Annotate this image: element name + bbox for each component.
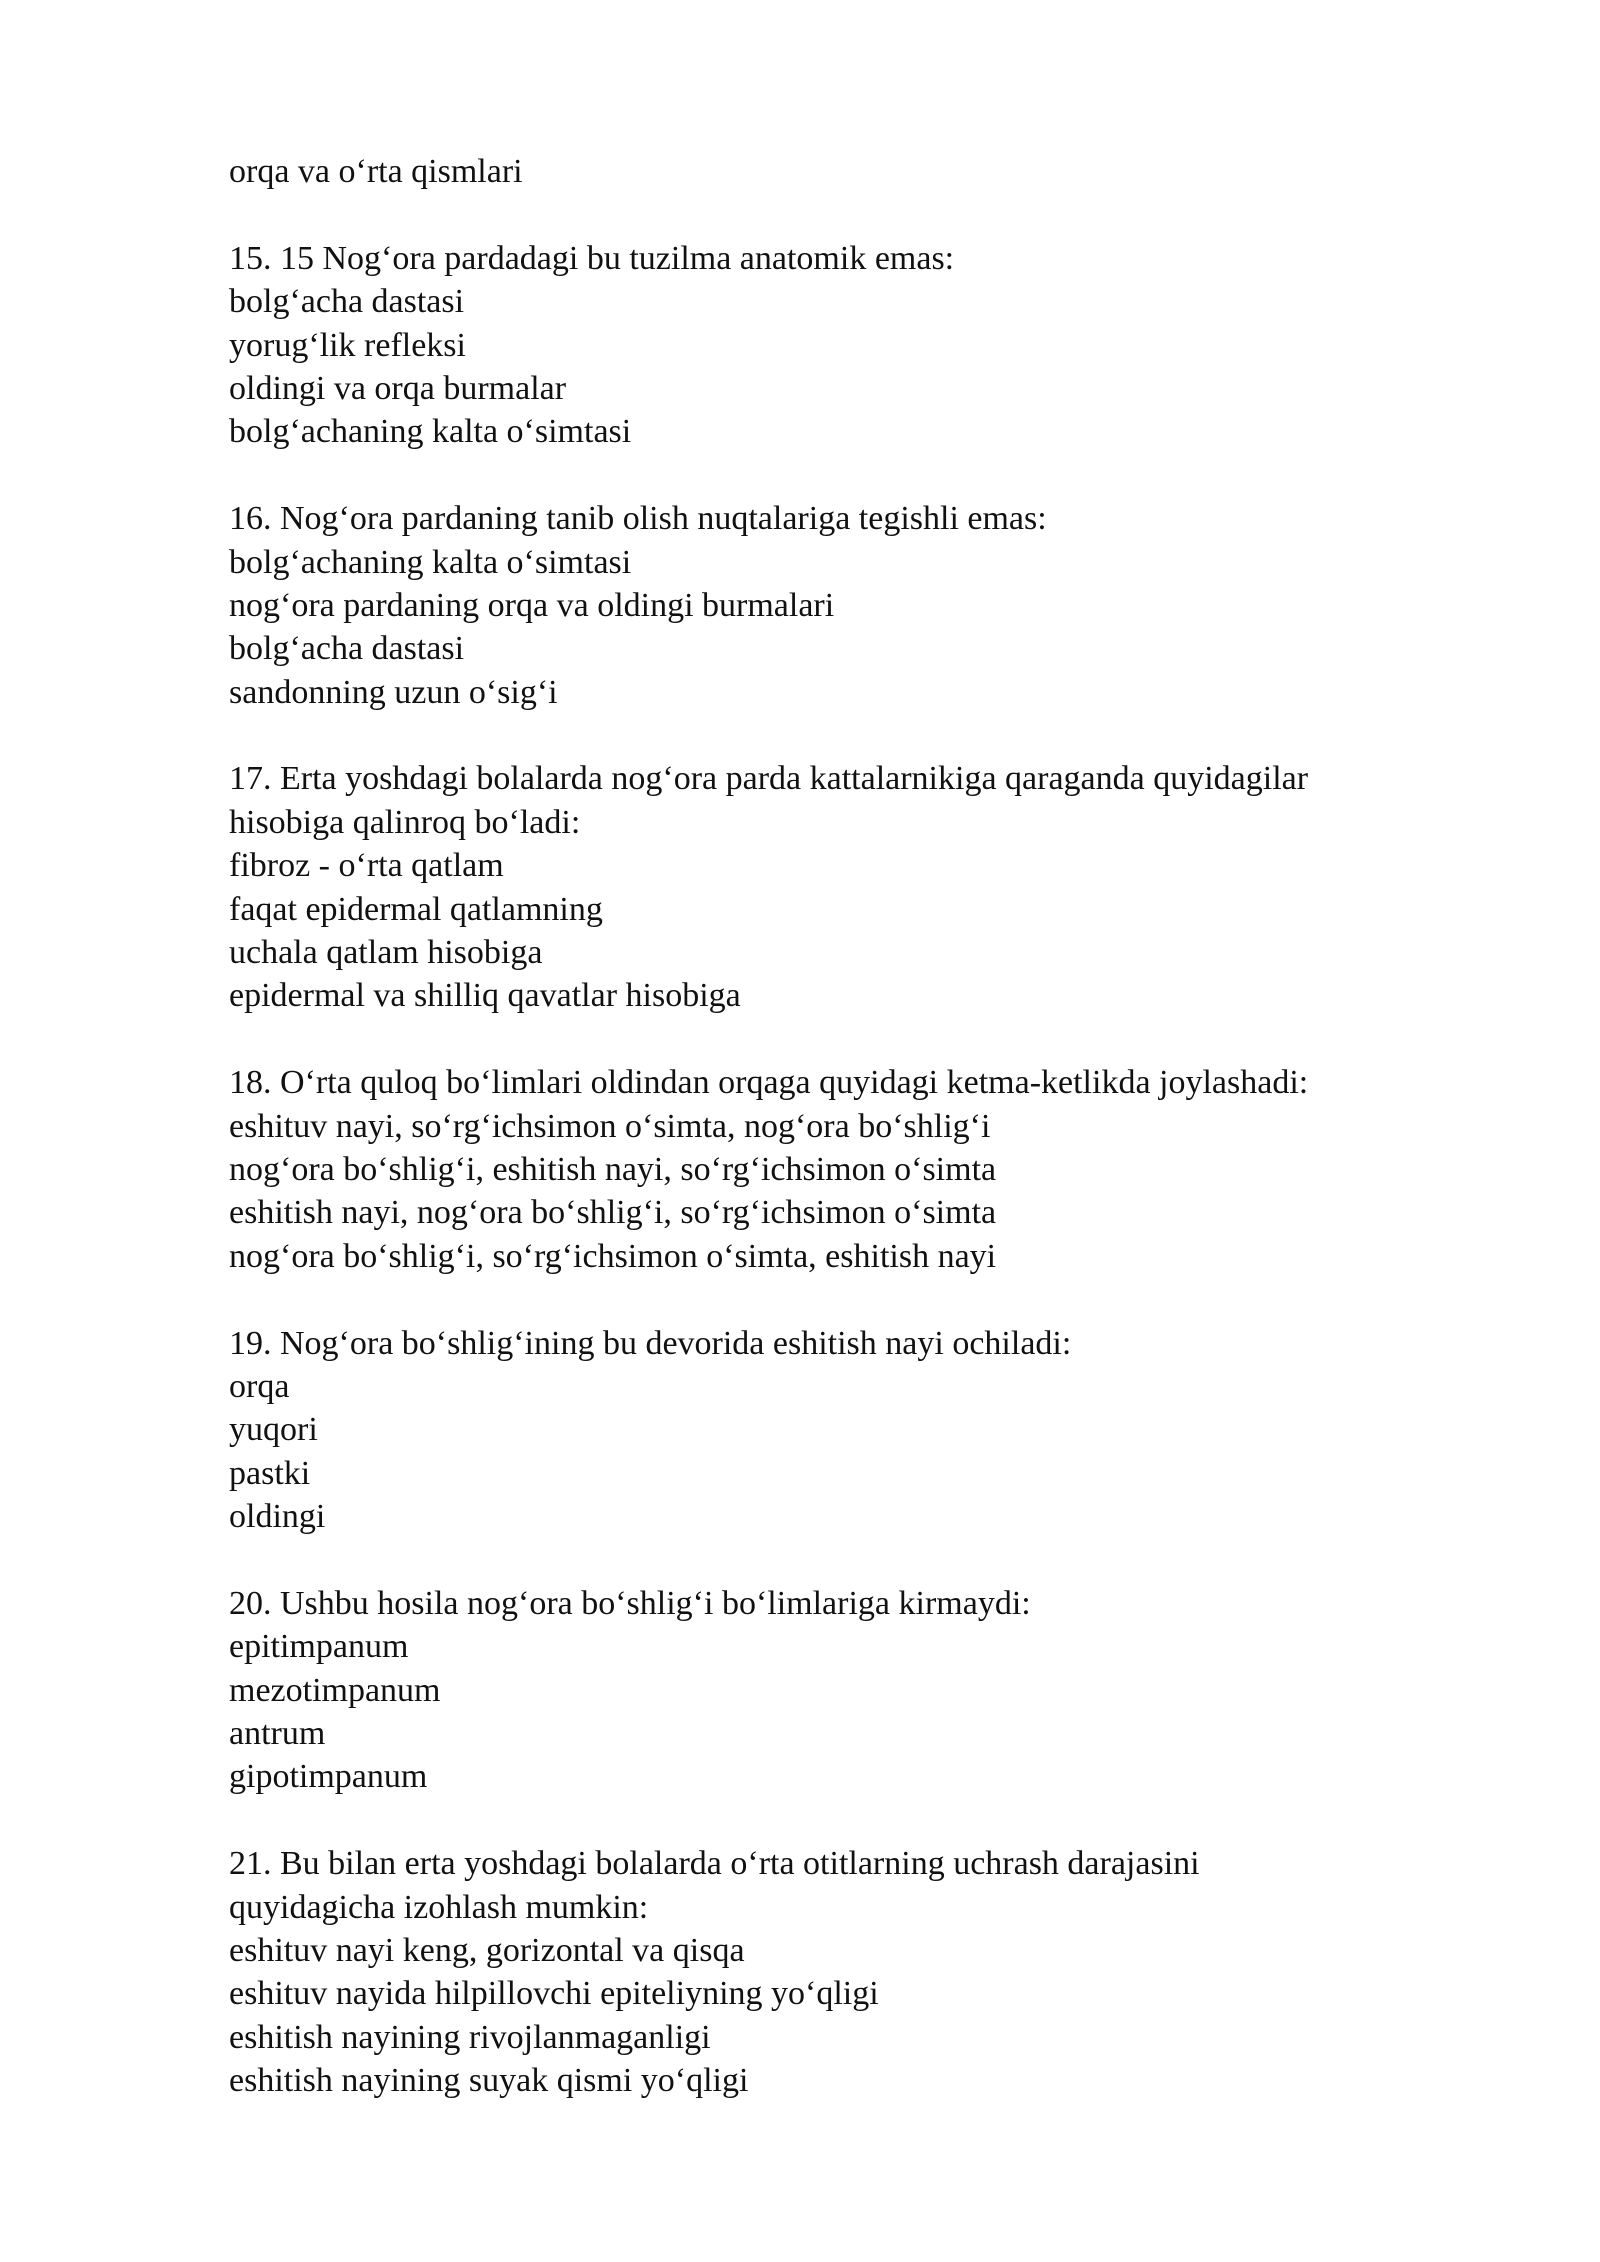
- answer-option: oldingi va orqa burmalar: [229, 369, 567, 407]
- answer-option: eshituv nayi, so‘rg‘ichsimon o‘simta, nog‘ora bo‘shlig‘i: [229, 1107, 991, 1145]
- answer-option: yorug‘lik refleksi: [229, 326, 466, 364]
- answer-option: eshituv nayi keng, gorizontal va qisqa: [229, 1932, 745, 1970]
- answer-option: eshituv nayida hilpillovchi epiteliyning yo‘qligi: [229, 1975, 879, 2013]
- question-block: [229, 497, 1529, 714]
- question-text: 21. Bu bilan erta yoshdagi bolalarda o‘rta otitlarning uchrash darajasini: [229, 1845, 1200, 1883]
- answer-option: bolg‘achaning kalta o‘simtasi: [229, 413, 632, 451]
- question-block: [229, 1582, 1529, 1799]
- question-text: 16. Nog‘ora pardaning tanib olish nuqtalariga tegishli emas:: [229, 500, 1047, 538]
- answer-option: mezotimpanum: [229, 1671, 441, 1709]
- question-block: [229, 1061, 1529, 1278]
- answer-option: faqat epidermal qatlamning: [229, 890, 603, 928]
- question-text: 18. O‘rta quloq bo‘limlari oldindan orqaga quyidagi ketma-ketlikda joylashadi:: [229, 1064, 1309, 1102]
- answer-option: nog‘ora bo‘shlig‘i, eshitish nayi, so‘rg‘ichsimon o‘simta: [229, 1150, 997, 1188]
- answer-option: yuqori: [229, 1411, 318, 1449]
- answer-option: eshitish nayining rivojlanmaganligi: [229, 2018, 711, 2056]
- question-list: [229, 237, 1529, 2103]
- question-block: [229, 1842, 1529, 2102]
- answer-option: pastki: [229, 1454, 311, 1492]
- continuation-line: orqa va o‘rta qismlari: [229, 153, 523, 190]
- answer-option: antrum: [229, 1715, 326, 1753]
- answer-option: fibroz - o‘rta qatlam: [229, 847, 504, 885]
- answer-option: nog‘ora pardaning orqa va oldingi burmalari: [229, 586, 835, 624]
- answer-option: epidermal va shilliq qavatlar hisobiga: [229, 977, 741, 1015]
- question-text: hisobiga qalinroq bo‘ladi:: [229, 803, 581, 841]
- question-text: quyidagicha izohlash mumkin:: [229, 1888, 649, 1926]
- question-text: 15. 15 Nog‘ora pardadagi bu tuzilma anatomik emas:: [229, 239, 955, 277]
- question-block: [229, 1322, 1529, 1539]
- question-text: 17. Erta yoshdagi bolalarda nog‘ora parda kattalarnikiga qaraganda quyidagilar: [229, 760, 1309, 798]
- question-text: 20. Ushbu hosila nog‘ora bo‘shlig‘i bo‘limlariga kirmaydi:: [229, 1584, 1031, 1622]
- document-page: [229, 150, 1529, 2103]
- answer-option: bolg‘achaning kalta o‘simtasi: [229, 543, 632, 581]
- answer-option: nog‘ora bo‘shlig‘i, so‘rg‘ichsimon o‘simta, eshitish nayi: [229, 1237, 997, 1275]
- answer-option: oldingi: [229, 1498, 326, 1536]
- question-block: [229, 757, 1529, 1017]
- answer-option: uchala qatlam hisobiga: [229, 934, 543, 972]
- answer-option: orqa: [229, 1367, 290, 1405]
- question-text: 19. Nog‘ora bo‘shlig‘ining bu devorida eshitish nayi ochiladi:: [229, 1324, 1072, 1362]
- answer-option: bolg‘acha dastasi: [229, 283, 465, 321]
- answer-option: bolg‘acha dastasi: [229, 630, 465, 668]
- question-block: [229, 237, 1529, 454]
- answer-option: sandonning uzun o‘sig‘i: [229, 673, 558, 711]
- answer-option: epitimpanum: [229, 1628, 409, 1666]
- answer-option: eshitish nayi, nog‘ora bo‘shlig‘i, so‘rg‘ichsimon o‘simta: [229, 1194, 997, 1232]
- answer-option: gipotimpanum: [229, 1758, 428, 1796]
- answer-option: eshitish nayining suyak qismi yo‘qligi: [229, 2062, 749, 2100]
